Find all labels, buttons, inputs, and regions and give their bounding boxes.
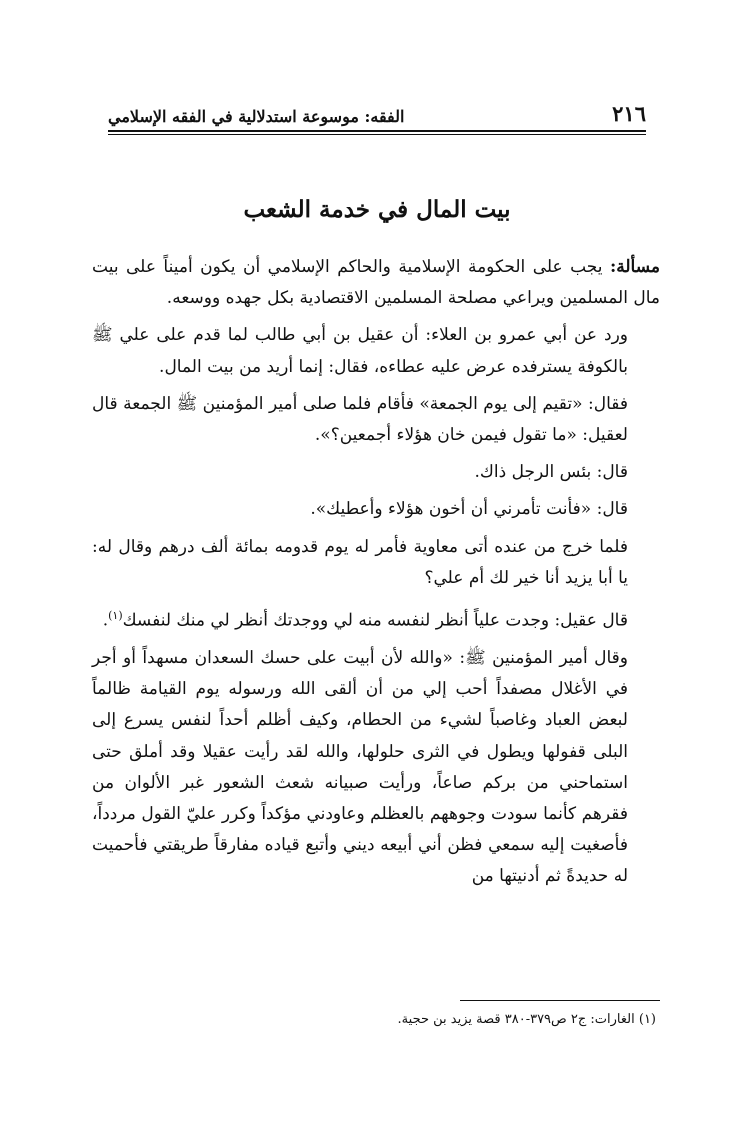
paragraph-text: قال: «فأنت تأمرني أن أخون هؤلاء وأعطيك». xyxy=(310,499,628,520)
paragraph-text: وقال أمير المؤمنين ﷺ: «والله لأن أبيت على حسك السعدان مسهداً أو أجر في الأغلال مصفداً أحب إلي من أن ألقى الله ورسوله يوم القيامة ظالماً لبعض العباد وغاصباً لشيء من الحطام، وكيف أظلم أحداً لنفس يسرع إلى البلى قفولها ويطول في الثرى حلولها، والله لقد رأيت عقيلا وقد أملق حتى استماحني من بركم صاعاً، ورأيت صبيانه شعث الشعور غبر الألوان من فقرهم كأنما سودت وجوههم بالعظلم وعاودني مؤكداً وكرر عليّ القول مردداً، فأصغيت إليه سمعي فظن أني أبيعه ديني وأتبع قياده مفارقاً طريقتي فأحميت له حديدةً ثم أدنيتها من xyxy=(92,647,628,887)
paragraph xyxy=(92,252,660,314)
paragraph-text: فقال: «تقيم إلى يوم الجمعة» فأقام فلما صلى أمير المؤمنين ﷺ الجمعة قال لعقيل: «ما تقول فيمن خان هؤلاء أجمعين؟». xyxy=(92,393,628,446)
paragraph xyxy=(92,389,660,451)
paragraph-tail: . xyxy=(102,610,109,631)
footnote-rule xyxy=(460,1000,660,1001)
paragraph xyxy=(92,320,660,382)
paragraph-text: قال عقيل: وجدت علياً أنظر لنفسه منه لي ووجدتك أنظر لي منك لنفسك xyxy=(122,610,628,631)
header-rule xyxy=(108,130,646,132)
paragraph xyxy=(92,457,660,488)
paragraph-text: فلما خرج من عنده أتى معاوية فأمر له يوم قدومه بمائة ألف درهم وقال له: يا أبا يزيد أنا خير لك أم علي؟ xyxy=(92,536,628,588)
page-header xyxy=(108,92,646,126)
paragraph-text: ورد عن أبي عمرو بن العلاء: أن عقيل بن أبي طالب لما قدم على علي ﷺ بالكوفة يسترفده عرض عليه عطاءه، فقال: إنما أريد من بيت المال. xyxy=(92,325,628,377)
body-text xyxy=(92,252,660,893)
paragraph xyxy=(92,532,660,594)
paragraph-text: قال: بئس الرجل ذاك. xyxy=(474,462,628,483)
footnote: (١) الغارات: ج٢ ص٣٧٩-٣٨٠ قصة يزيد بن حجية. xyxy=(397,1012,656,1027)
header-rule-thin xyxy=(108,134,646,135)
paragraph xyxy=(92,643,660,893)
paragraph-text: يجب على الحكومة الإسلامية والحاكم الإسلامي أن يكون أميناً على بيت مال المسلمين ويراعي مصلحة المسلمين الاقتصادية بكل جهده ووسعه. xyxy=(92,257,660,309)
paragraph-lead: مسألة: xyxy=(609,257,660,277)
paragraph xyxy=(92,494,660,525)
running-title: الفقه: موسوعة استدلالية في الفقه الإسلامي xyxy=(108,107,405,126)
section-title: بيت المال في خدمة الشعب xyxy=(243,196,511,223)
page-number: ٢١٦ xyxy=(612,101,646,126)
paragraph xyxy=(92,600,660,637)
footnote-marker: (١) xyxy=(108,609,123,623)
